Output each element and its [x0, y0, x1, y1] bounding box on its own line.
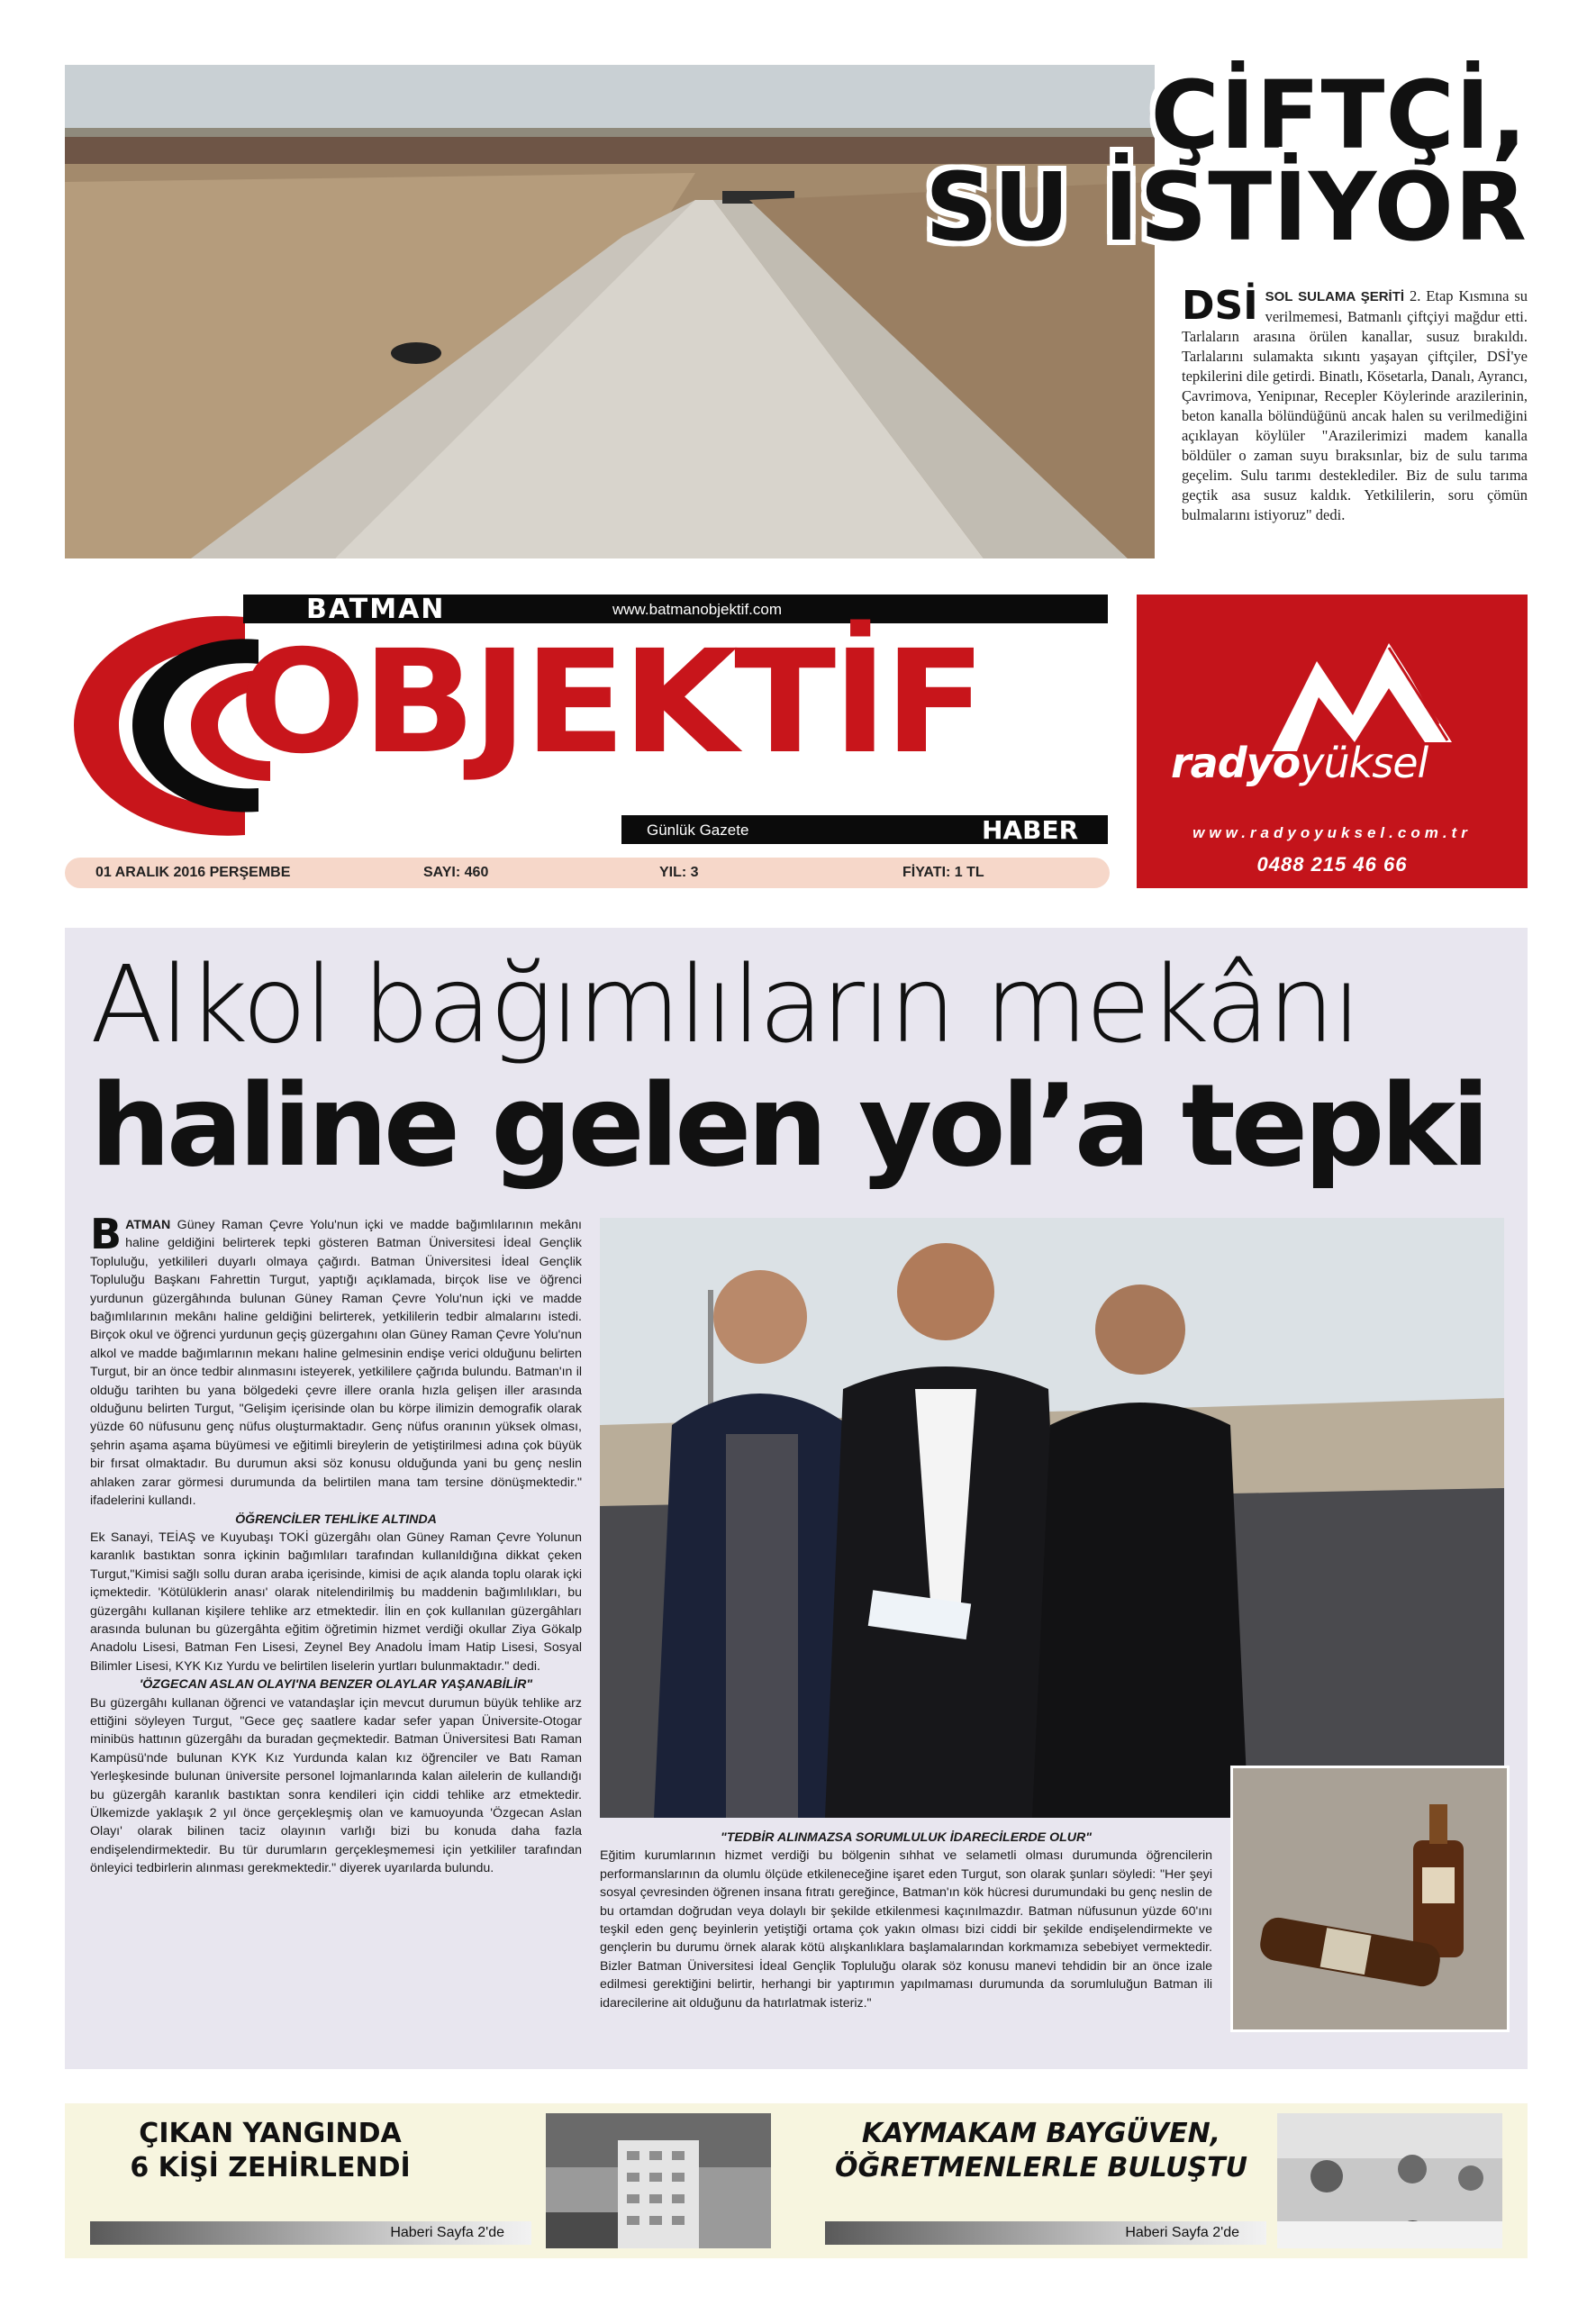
teaser-2-photo — [1277, 2113, 1502, 2248]
students-photo — [600, 1218, 1504, 1818]
main-story-para1: Güney Raman Çevre Yolu'nun içki ve madde bağımlılarının mekânı haline geldiğini belirterek tepki gösteren Batman Üniversitesi İdeal Gençlik Topluluğu, yetkilileri duyarlı olmaya çağırdı. Batman Üniversitesi İdeal Gençlik Topluluğu Başkanı Fahrettin Turgut, yaptığı açıklamada, birçok lise ve öğrenci yurdunun güzergâhında bulunan Güney Raman Çevre Yolu'nun içki ve madde bağımlılarının mekânı haline geldiğini belirterek, yetkililerin tedbir almalarını istedi. Birçok okul ve öğrenci yurdunun geçiş güzergahını olan Güney Raman Çevre Yolu'nun alkol ve madde bağımlarının mekanı haline gelmesinin endişe verici olduğunu belirten Turgut, bir an önce tedbir alınmasını isteyerek, yetkililere çağrıda bulundu. Batman'ın il olduğu tarihten bu yana bölgedeki çevre illere oranla hızla gelişen iller arasında olduğunu belirten Turgut, "Gelişim içerisinde olan bu körpe ilimizin demografik olarak yüzde 60 nüfusunu genç nüfus oluşturmaktadır. Genç nüfus oranının yüksek olması, şehrin aşama aşama büyümesi ve eğitimli bireylerin de yetiştirilmesi adına çok büyük bir fırsat olmaktadır. Bu durumun aksi söz konusu olduğunda yani bu genç neslin ahlaken zarar görmesi durumunda da belirtilen mana tam tersine dönüşmektedir." ifadelerini kullandı. — [90, 1218, 582, 1509]
radyo-name — [1171, 739, 1428, 787]
issue-date: 01 ARALIK 2016 PERŞEMBE — [95, 865, 291, 880]
main-headline-line2: haline gelen yol’a tepki — [90, 1059, 1486, 1192]
teaser-1-title-line1: ÇIKAN YANGINDA — [139, 2118, 402, 2149]
teaser-1[interactable] — [90, 2117, 450, 2185]
main-story-column-1 — [90, 1210, 582, 1878]
meeting-illustration — [1277, 2113, 1502, 2248]
main-story-subhead-1: ÖĞRENCİLER TEHLİKE ALTINDA — [235, 1512, 437, 1527]
teaser-1-photo — [546, 2113, 771, 2248]
top-story-dropcap: DSİ — [1182, 283, 1258, 329]
main-story-para3: Bu güzergâhı kullanan öğrenci ve vatandaşlar için mevcut durumun büyük tehlike arz ettiğini söyleyen Turgut, "Gece geç saatlere kadar sefer yapan Üniversite-Otogar minibüs hattının güzergâhı da buradan geçmektedir. Batman Üniversitesi Batı Raman Kampüsü'nde bulunan KYK Kız Yurdunda kalan kız öğrenciler ve Batı Raman Yerleşkesinde bulunan üniversite personel lojmanlarında kalan ailelerin de kullandığı bu güzergâh karanlık bastıktan sonra kendileri için ciddi tehlike arz etmektedir. Ülkemizde yaklaşık 2 yıl önce gerçekleşmiş olan ve kamuoyunda 'Özgecan Aslan Olayı' olarak bilinen taciz olayının varlığı bizi bu konuda daha fazla endişelendirmektedir. Bu tür durumların gerçekleşmemesi için yetkililer tarafından önleyici tedbirlerin alınması gerekmektedir." diyerek uyarılarda bulundu. — [90, 1695, 582, 1876]
issue-price: FİYATI: 1 TL — [902, 865, 984, 880]
top-headline — [925, 60, 1528, 262]
masthead-batman: BATMAN — [306, 594, 446, 625]
top-story-kicker: SOL SULAMA ŞERİTİ — [1265, 289, 1405, 304]
bottles-photo — [1230, 1766, 1510, 2032]
main-story-subhead-3: "TEDBİR ALINMAZSA SORUMLULUK İDARECİLERDE OLUR" — [721, 1830, 1092, 1845]
main-story-dropcap: B — [90, 1210, 122, 1258]
masthead-title: OBJEKTİF — [239, 620, 983, 785]
masthead-haber: HABER — [982, 815, 1079, 845]
teaser-1-title-line2: 6 KİŞİ ZEHİRLENDİ — [130, 2152, 411, 2183]
top-story-body: 2. Etap Kısmına su verilmemesi, Batmanlı çiftçiyi mağdur etti. Tarlaların arasına örülen kanallar, susuz bırakıldı. Tarlalarını sulamakta sıkıntı yaşayan çiftçiler, DSİ'ye tepkilerini dile getirdi. Binatlı, Kösetarla, Danalı, Ayrancı, Çavrimova, Yenipınar, Recepler Köylerinde arazilerinin, beton kanalla bölündüğünü ancak halen su verilmediğini açıklayan köylüler "Arazilerimizi madem kanalla böldüler o zaman suyu bıraksınlar, biz de sulu tarıma geçelim. Sulu tarımı desteklediler. Biz de sulu tarıma geçtik asa susuz kaldık. Yetkililerin, soru çömün bulmalarını istiyoruz" dedi. — [1182, 287, 1528, 523]
teaser-2[interactable] — [825, 2117, 1257, 2185]
main-story-lead-word: ATMAN — [125, 1218, 171, 1232]
masthead-gunluk: Günlük Gazete — [647, 822, 749, 839]
teaser-1-ref[interactable]: Haberi Sayfa 2'de — [90, 2221, 531, 2245]
bottles-illustration — [1233, 1768, 1507, 2029]
students-illustration — [600, 1218, 1504, 1818]
top-headline-line1: ÇİFTÇİ, — [1150, 60, 1528, 170]
main-story-column-2 — [600, 1829, 1212, 2012]
issue-number: SAYI: 460 — [423, 865, 489, 880]
issue-info-bar — [65, 858, 1110, 888]
radyo-name-light: yüksel — [1300, 739, 1428, 787]
main-story-para2: Ek Sanayi, TEİAŞ ve Kuyubaşı TOKİ güzergâhı olan Güney Raman Çevre Yolunun karanlık bastıktan sonra içkinin bağımlıları tarafından kullanıldığına dikkat çeken Turgut,"Kimisi sağlı sollu duran araba içerisinde, kimisi de açık alanda toplu olarak içki içmektedir. 'Kötülüklerin anası' olarak nitelendirilmiş bu maddenin bağımlılıkları, bu güzergâhı kullanan kişilere tehlike arz etmektedir. İlin en çok kullanılan güzergâhları arasında bulunan bu güzergâhta eğitim öğretimin hizmet verdiği okullar Ziya Gökalp Anadolu Lisesi, Batman Fen Lisesi, Zeynel Bey Anadolu İmam Hatip Lisesi, Sosyal Bilimler Lisesi, KYK Kız Yurdu ve belirtilen liselerin yurtları bulunmaktadır." dedi. — [90, 1530, 582, 1674]
radyo-name-bold: radyo — [1171, 739, 1301, 787]
teaser-2-ref[interactable]: Haberi Sayfa 2'de — [825, 2221, 1266, 2245]
top-story-text — [1182, 283, 1528, 525]
issue-year: YIL: 3 — [659, 865, 699, 880]
teaser-2-title-line1: KAYMAKAM BAYGÜVEN, — [861, 2118, 1221, 2149]
fire-building-illustration — [546, 2113, 771, 2248]
masthead-url[interactable]: www.batmanobjektif.com — [612, 601, 783, 618]
teaser-2-title-line2: ÖĞRETMENLERLE BULUŞTU — [835, 2152, 1247, 2183]
radyo-phone: 0488 215 46 66 — [1256, 853, 1408, 876]
main-story-subhead-2: 'ÖZGECAN ASLAN OLAYI'NA BENZER OLAYLAR YAŞANABİLİR" — [139, 1677, 533, 1693]
top-headline-line2: SU İSTİYOR — [925, 151, 1528, 262]
main-story-para4: Eğitim kurumlarının hizmet verdiği bu bölgenin sıhhat ve selametli olması durumunda öğrencilerin performanslarının da olumlu ölçüde etkileneceğine işaret eden Turgut, son olarak şunları söyledi: "Her şeyi sosyal çevresinden öğrenen insana fıtratı gereğince, Batman'ın kök hücresi durumundaki bu genç neslin de bu ortamdan doğrudan veya dolaylı bir şekilde etkilenmesi kaçınılmazdır. Batman nüfusunun yüzde 60'ını teşkil eden genç beyinlerin yetiştiği ortama çok yakın olması bizi ciddi bir şekilde endişelendirmekte ve gençlerin bu durumu örnek alarak kötü alışkanlıklara başlamalarından korkmamıza sebebiyet vermektedir. Bizler Batman Üniversitesi İdeal Gençlik Topluluğu olarak söz konusu manevi tehdidin bir an önce izale edilmesi gerektiğini belirtir, herhangi bir yaptırımın yapılmaması durumunda da sorumluluğun Batman ili idarecilerine ait olduğunu da hatırlatmak isteriz." — [600, 1848, 1212, 2011]
radyo-url[interactable]: www.radyoyuksel.com.tr — [1192, 824, 1472, 841]
main-headline-line1: Alkol bağımlıların mekânı — [90, 942, 1359, 1067]
